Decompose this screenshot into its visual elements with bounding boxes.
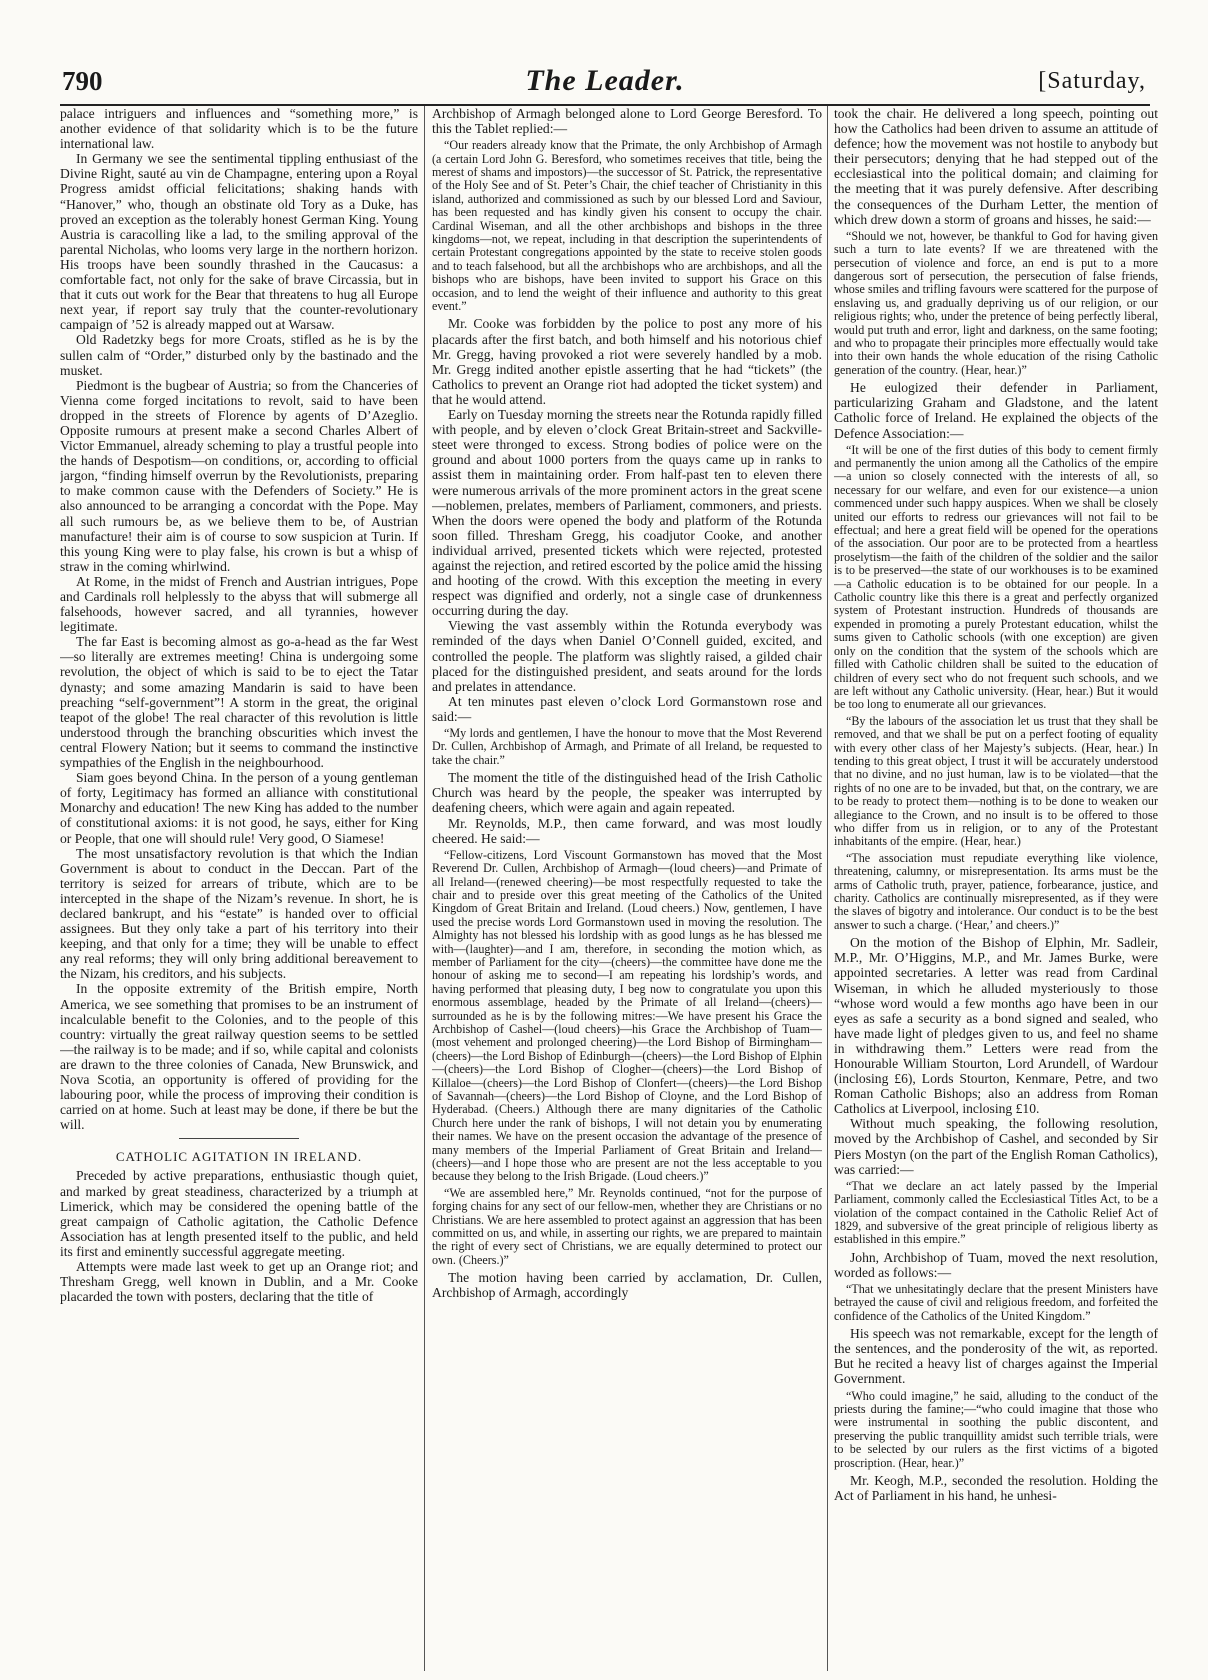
masthead <box>60 64 1150 106</box>
paragraph: took the chair. He delivered a long speech, pointing out how the Catholics had been driven to assume an attitude of defence; how the movement was not hostile to anybody but their persecutors; denying that he had stepped out of the ecclesiastical into the political domain; and claiming for the meeting that it was purely defensive. After describing the consequences of the Durham Letter, the mention of which drew down a storm of groans and hisses, he said:— <box>834 106 1158 227</box>
page-number: 790 <box>62 66 103 96</box>
column-rule-1 <box>424 106 425 1671</box>
paragraph: At Rome, in the midst of French and Austrian intrigues, Pope and Cardinals roll helplessly to the abyss that will submerge all falsehoods, however sacred, and all tyrannies, however legitimate. <box>60 573 418 635</box>
section-heading: CATHOLIC AGITATION IN IRELAND. <box>115 1149 363 1165</box>
quotation: “Our readers already know that the Primate, the only Archbishop of Armagh (a certain Lord John G. Beresford, who sometimes receives that title, being the merest of shams and impostors)—the successor of St. Patrick, the representative of the Holy See and of St. Peter’s Chair, the chief teacher of Christianity in this island, authorized and commissioned as such by our blessed Lord and Saviour, has been requested and has kindly given his consent to occupy the chair. Cardinal Wiseman, and all the other archbishops and bishops in the three kingdoms—not, we repeat, including in that description the superintendents of certain Protestant congregations appointed by the state to receive stolen goods and to teach falsehood, but all the archbishops who are archbishops, and all the bishops who are bishops, have been invited to support his Grace on this occasion, and to lend the weight of their influence and authority to this great event.” <box>432 138 822 314</box>
quotation: “We are assembled here,” Mr. Reynolds continued, “not for the purpose of forging chains for any sect of our fellow-men, whether they are Christians or no Christians. We are here assembled to protect against an aggression that has been committed on us, and while, in asserting our rights, we are prepared to maintain the right of every sect of Christians, we are equally determined to protect our own. (Cheers.)” <box>432 1185 822 1267</box>
paragraph: At ten minutes past eleven o’clock Lord Gormanstown rose and said:— <box>432 693 822 724</box>
paragraph: Viewing the vast assembly within the Rotunda everybody was reminded of the days when Daniel O’Connell guided, excited, and controlled the people. The platform was slightly raised, a gilded chair placed for the distinguished president, and seats around for the lords and prelates in attendance. <box>432 618 822 694</box>
paragraph: Archbishop of Armagh belonged alone to Lord George Beresford. To this the Tablet replied:— <box>432 106 822 137</box>
paragraph: In the opposite extremity of the British empire, North America, we see something that promises to be an instrument of incalculable benefit to the Colonies, and to the people of this country: virtually the great railway question seems to be settled—the railway is to be made; and if so, while capital and colonists are drawn to the three colonies of Canada, New Brunswick, and Nova Scotia, an opportunity is offered of providing for the labouring poor, while the process of improving their condition is carried on at home. Such at least may be done, if there be but the will. <box>60 981 418 1133</box>
quotation: “My lords and gentlemen, I have the honour to move that the Most Reverend Dr. Cullen, Archbishop of Armagh, and Primate of all Ireland, be requested to take the chair.” <box>432 726 822 767</box>
quotation: “The association must repudiate everything like violence, threatening, calumny, or misrepresentation. Its arms must be the arms of Catholic truth, prayer, patience, forbearance, justice, and charity. Catholics are continually misrepresented, as if they were the slaves of bigotry and intolerance. Our conduct is to be the best answer to such a charge. (‘Hear,’ and cheers.)” <box>834 850 1158 932</box>
paragraph: Mr. Cooke was forbidden by the police to post any more of his placards after the first batch, and both himself and his notorious chief Mr. Gregg, having provoked a riot were severely handled by a mob. Mr. Gregg indited another epistle asserting that he had “tickets” (the Catholics to prevent an Orange riot had adopted the ticket system) and that he would attend. <box>432 316 822 407</box>
column-2 <box>432 106 822 1676</box>
column-rule-2 <box>827 106 828 1671</box>
paragraph: Siam goes beyond China. In the person of a young gentleman of forty, Legitimacy has formed an alliance with constitutional Monarchy and education! The new King has added to the number of constitutional axioms: it is not good, he says, either for King or People, that one will should rule! Very good, O Siamese! <box>60 770 418 846</box>
paragraph: On the motion of the Bishop of Elphin, Mr. Sadleir, M.P., Mr. O’Higgins, M.P., and Mr. James Burke, were appointed secretaries. A letter was read from Cardinal Wiseman, in which he alluded mysteriously to those “whose word would a few months ago have been in our eyes as safe a security as a bond signed and sealed, who have made light of pledges given to us, and feel no shame in withdrawing them.” Letters were read from the Honourable William Stourton, Lord Arundell, of Wardour (inclosing £6), Lords Stourton, Kenmare, Petre, and two Roman Catholic Bishops; also an address from Roman Catholics at Liverpool, inclosing £10. <box>834 935 1158 1117</box>
paragraph: Old Radetzky begs for more Croats, stifled as he is by the sullen calm of “Order,” disturbed only by the bastinado and the musket. <box>60 332 418 378</box>
paragraph: Mr. Reynolds, M.P., then came forward, and was most loudly cheered. He said:— <box>432 815 822 846</box>
paragraph: Mr. Keogh, M.P., seconded the resolution. Holding the Act of Parliament in his hand, he unhesi- <box>834 1472 1158 1504</box>
paragraph: Attempts were made last week to get up an Orange riot; and Thresham Gregg, well known in Dublin, and a Mr. Cooke placarded the town with posters, declaring that the title of <box>60 1259 418 1305</box>
paragraph: The most unsatisfactory revolution is that which the Indian Government is about to conduct in the Deccan. Part of the territory is seized for arrears of tribute, which are to be intercepted in the shape of the Nizam’s revenue. In short, he is declared bankrupt, and his “estate” is handed over to official assignees. But they only take a part of his territory into their keeping, and that only for a time; they will be unable to effect any real reforms; they will only bring additional bereavement to the Nizam, his creditors, and his subjects. <box>60 845 418 982</box>
quotation: “Fellow-citizens, Lord Viscount Gormanstown has moved that the Most Reverend Dr. Cullen, Archbishop of Armagh—(loud cheers)—and Primate of all Ireland—(renewed cheering)—be most respectfully requested to take the chair and to preside over this great meeting of the Catholics of the United Kingdom of Great Britain and Ireland. (Loud cheers.) Now, gentlemen, I have used the precise words Lord Gormanstown used in moving the resolution. The Almighty has not blessed his lordship with as good lungs as he has blessed me with—(laughter)—and I am, therefore, in seconding the motion which, as member of Parliament for the city—(cheers)—the committee have done me the honour of asking me to second—I am repeating his lordship’s words, and having performed that pleasing duty, I beg now to congratulate you upon this enormous assemblage, headed by the Primate of all Ireland—(cheers)—surrounded as he is by the following mitres:—We have present his Grace the Archbishop of Cashel—(loud cheers)—his Grace the Archbishop of Tuam—(most vehement and prolonged cheering)—the Lord Bishop of Birmingham—(cheers)—the Lord Bishop of Edinburgh—(cheers)—the Lord Bishop of Elphin—(cheers)—the Lord Bishop of Clogher—(cheers)—the Lord Bishop of Killaloe—(cheers)—the Lord Bishop of Clonfert—(cheers)—the Lord Bishop of Savannah—(cheers)—the Lord Bishop of Cloyne, and the Lord Bishop of Hyderabad. (Cheers.) Although there are many dignitaries of the Catholic Church here under the rank of bishops, I will not detain you by enumerating their names. We have on the present occasion the advantage of the presence of many members of the Imperial Parliament of Great Britain and Ireland—(cheers)—and I hope those who are present are not the less acceptable to you because they belong to the Irish Brigade. (Loud cheers.)” <box>432 847 822 1184</box>
paragraph: Piedmont is the bugbear of Austria; so from the Chanceries of Vienna come forged incitations to revolt, said to have been dropped in the streets of Florence by agents of D’Azeglio. Opposite rumours at present make a second Charles Albert of Victor Emmanuel, already scheming to play a trustful people into the hands of Despotism—on conditions, or, according to official jargon, “finding himself overrun by the Revolutionists, preparing to make common cause with the Defenders of Society.” He is also announced to be arranging a concordat with the Pope. May all such rumours be, as we believe them to be, of Austrian manufacture! their aim is of course to sow suspicion at Turin. If this young King were to play false, his crown is but a whisp of straw in the coming whirlwind. <box>60 377 418 574</box>
paragraph: The far East is becoming almost as go-a-head as the far West—so literally are extremes meeting! China is undergoing some revolution, the object of which is said to be to eject the Tatar dynasty; and some amazing Mandarin is said to have been preaching “self-government”! A storm in the great, the original teapot of the globe! The real character of this revolution is little understood through the branching obscurities which invest the central Flowery Nation; but it seems to command the instinctive sympathies of the English in the neighbourhood. <box>60 634 418 771</box>
quotation: “That we declare an act lately passed by the Imperial Parliament, commonly called the Ecclesiastical Titles Act, to be a violation of the compact contained in the Catholic Relief Act of 1829, and subversive of the great principle of religious liberty as established in this empire.” <box>834 1178 1158 1247</box>
paragraph: The motion having been carried by acclamation, Dr. Cullen, Archbishop of Armagh, accordingly <box>432 1270 822 1301</box>
column-1 <box>60 106 418 1676</box>
paragraph: The moment the title of the distinguished head of the Irish Catholic Church was heard by the people, the speaker was interrupted by deafening cheers, which were again and again repeated. <box>432 770 822 816</box>
quotation: “By the labours of the association let us trust that they shall be removed, and that we shall be put on a perfect footing of equality with every other class of her Majesty’s subjects. (Hear, hear.) In tending to this great object, I trust it will be accurately understood that no divine, and no just human, law is to be violated—that the rights of no one are to be invaded, but that, on the contrary, we are to be ready to protect them—nothing is to be done to weaken our allegiance to the Crown, and no insult is to be offered to those who differ from us in religion, or to any of the Protestant inhabitants of the empire. (Hear, hear.) <box>834 713 1158 849</box>
newspaper-title: The Leader. <box>525 64 685 97</box>
quotation: “Who could imagine,” he said, alluding to the conduct of the priests during the famine;—“who could imagine that those who were instrumental in soothing the public discontent, and preserving the public tranquillity amidst such terrible trials, were to be selected by our rulers as the first victims of a bigoted proscription. (Hear, hear.)” <box>834 1388 1158 1470</box>
paragraph: Without much speaking, the following resolution, moved by the Archbishop of Cashel, and seconded by Sir Piers Mostyn (on the part of the English Roman Catholics), was carried:— <box>834 1116 1158 1177</box>
quotation: “Should we not, however, be thankful to God for having given such a turn to late events? If we are threatened with the persecution of violence and force, an end is put to a more dangerous sort of persecution, the persecution of false friends, whose smiles and trifling favours were scattered for the purpose of enslaving us, and gradually depriving us of our religion, or our religious rights; who, under the pretence of being perfectly liberal, would put truth and error, light and darkness, on the same footing; and who to propagate their principles more effectually would take into their own hands the whole education of the rising Catholic generation of the country. (Hear, hear.)” <box>834 228 1158 377</box>
paragraph: His speech was not remarkable, except for the length of the sentences, and the ponderosity of the wit, as reported. But he recited a heavy list of charges against the Imperial Government. <box>834 1326 1158 1387</box>
paragraph: He eulogized their defender in Parliament, particularizing Graham and Gladstone, and the latent Catholic force of Ireland. He explained the objects of the Defence Association:— <box>834 380 1158 441</box>
paragraph: Early on Tuesday morning the streets near the Rotunda rapidly filled with people, and by eleven o’clock Great Britain-street and Sackville-steet were thronged to excess. Strong bodies of police were on the ground and about 1000 porters from the quays came up in ranks to assist them in maintaining order. From half-past ten to eleven there were numerous arrivals of the more prominent actors in the great scene—noblemen, prelates, members of Parliament, commoners, and priests. When the doors were opened the body and platform of the Rotunda soon filled. Thresham Gregg, his coadjutor Cooke, and another individual arrived, presented tickets which were rejected, protested against the rejection, and retired escorted by the police amid the hissing and hooting of the crowd. With this exception the meeting in every respect was dignified and orderly, not a single case of drunkenness occurring during the day. <box>432 407 822 619</box>
issue-day: [Saturday, <box>1038 68 1146 94</box>
column-3 <box>834 106 1158 1676</box>
quotation: “That we unhesitatingly declare that the present Ministers have betrayed the cause of civil and religious freedom, and forfeited the confidence of the Catholics of the United Kingdom.” <box>834 1281 1158 1323</box>
paragraph: Preceded by active preparations, enthusiastic though quiet, and marked by great steadiness, characterized by a triumph at Limerick, which may be considered the opening battle of the great campaign of Catholic agitation, the Catholic Defence Association has at length presented itself to the public, and held its first and eminently successful aggregate meeting. <box>60 1168 418 1259</box>
paragraph: John, Archbishop of Tuam, moved the next resolution, worded as follows:— <box>834 1249 1158 1280</box>
section-divider <box>179 1138 299 1139</box>
quotation: “It will be one of the first duties of this body to cement firmly and permanently the union among all the Catholics of the empire—a union so closely connected with the interests of all, so necessary for our welfare, and even for our existence—a union commenced under such happy auspices. When we shall be closely united our efforts to redress our grievances will not fail to be effectual; and here a great field will be opened for the operations of the association. Our poor are to be protected from a heartless proselytism—the faith of the children of the soldier and the sailor is to be preserved—the state of our workhouses is to be examined—a Catholic education is to be obtained for our people. In a Catholic country like this there is a great and perfectly organized system of Protestant instruction. Hundreds of thousands are expended in promoting a purely Protestant education, whilst the sums given to Catholic schools (with one exception) are given only on the condition that the system of the schools which are filled with Catholic children shall be suited to the education of children of every sect who do not frequent such schools, and we are left without any Catholic university. (Hear, hear.) But it would be too long to enumerate all our grievances. <box>834 442 1158 712</box>
paragraph: palace intriguers and influences and “something more,” is another evidence of that solidarity which is to be the future international law. <box>60 106 418 152</box>
paragraph: In Germany we see the sentimental tippling enthusiast of the Divine Right, sauté au vin de Champagne, entering upon a Royal Progress amidst official felicitations; shaking hands with “Hanover,” who, though an obstinate old Tory as a Duke, has proved an exception as the tolerably honest German King. Young Austria is caracolling like a lad, to the smiling approval of the parental Nicholas, who looms very large in the northern horizon. His troops have been soundly thrashed in the Caucasus: a comfortable fact, not only for the sake of brave Circassia, but in that it cuts out work for the Bear that threatens to hug all Europe next year, if report say truly that the counter-revolutionary campaign of ’52 is already mapped out at Warsaw. <box>60 151 418 333</box>
